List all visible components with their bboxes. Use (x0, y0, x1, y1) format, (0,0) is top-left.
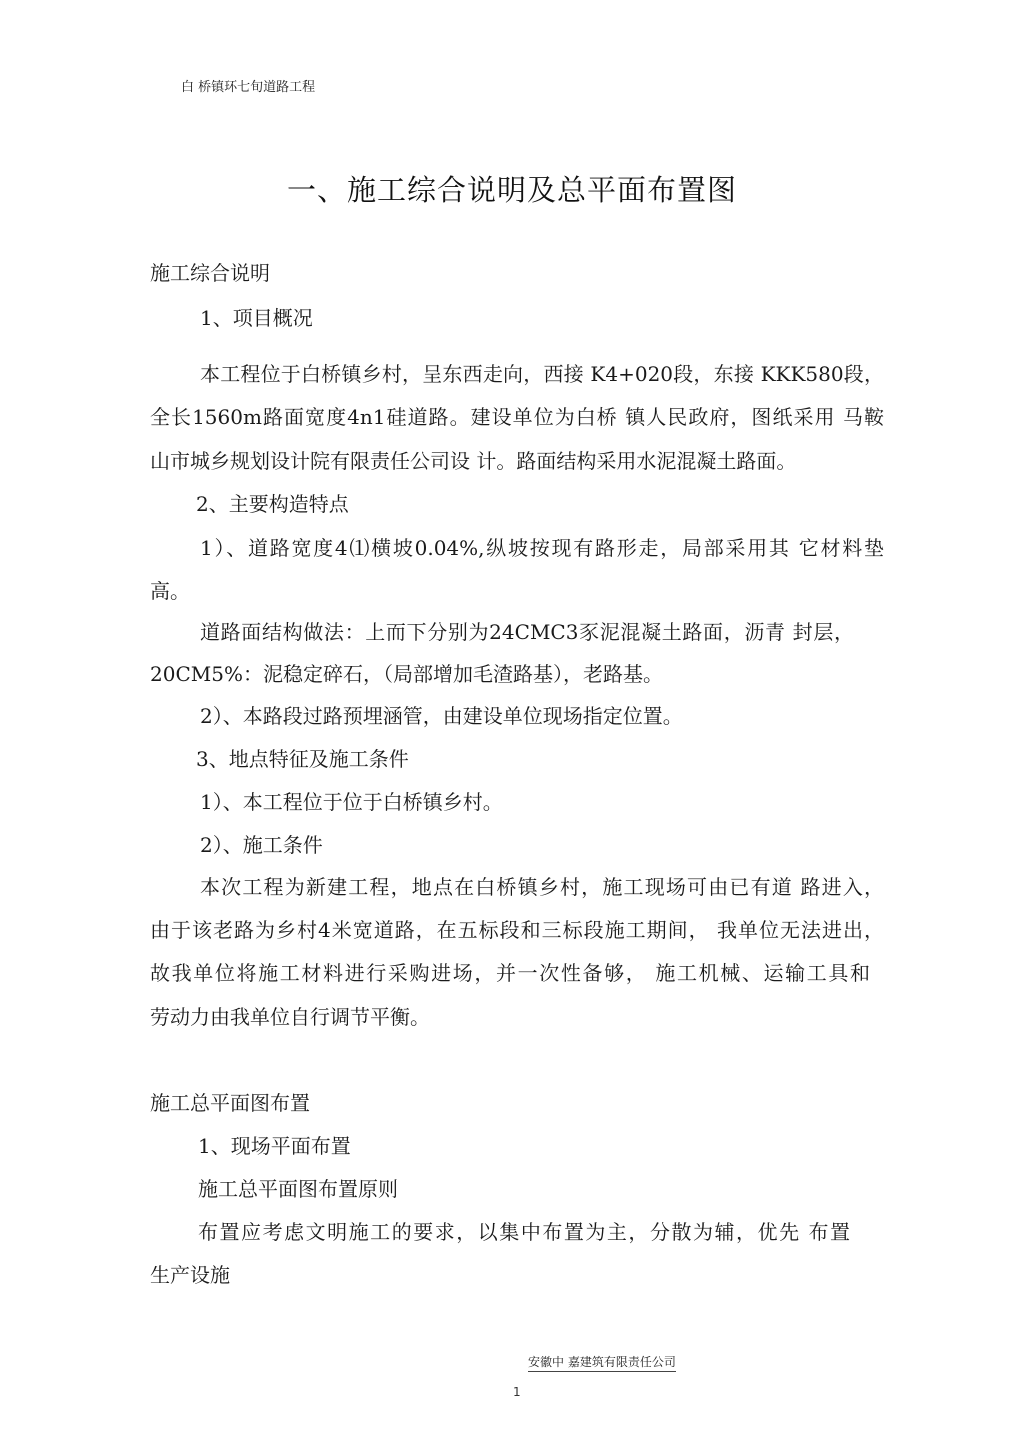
paragraph-line: 生产设施 (150, 1263, 230, 1287)
document-title: 一、施工综合说明及总平面布置图 (286, 173, 737, 207)
paragraph-line: 高。 (150, 579, 190, 603)
paragraph-line: 山市城乡规划设计院有限责任公司设 计。路面结构采用水泥混凝土路面。 (150, 449, 797, 473)
paragraph-line: 道路面结构做法：上而下分别为24CMC3豕泥混凝土路面，沥青 封层， (200, 620, 854, 644)
paragraph-line: 本工程位于白桥镇乡村，呈东西走向，西接 K4+020段，东接 KKK580段， (200, 362, 884, 386)
section-heading-site-layout: 施工总平面图布置 (150, 1091, 310, 1115)
section-heading-general-description: 施工综合说明 (150, 261, 270, 285)
paragraph-line: 全长1560m路面宽度4n1硅道路。建设单位为白桥 镇人民政府，图纸采用 马鞍 (150, 405, 884, 429)
paragraph-line: 本次工程为新建工程，地点在白桥镇乡村，施工现场可由已有道 路进入， (200, 875, 884, 899)
paragraph-line: 布置应考虑文明施工的要求，以集中布置为主，分散为辅，优先 布置 (198, 1220, 850, 1244)
item-heading-site-conditions: 3、地点特征及施工条件 (196, 747, 409, 771)
paragraph-line: 由于该老路为乡村4米宽道路，在五标段和三标段施工期间， 我单位无法进出， (150, 918, 884, 942)
page-number: 1 (513, 1385, 521, 1399)
paragraph-line: 2）、本路段过路预埋涵管，由建设单位现场指定位置。 (200, 704, 683, 728)
subheading-layout-principles: 施工总平面图布置原则 (198, 1177, 398, 1201)
item-heading-project-overview: 1、项目概况 (200, 306, 313, 330)
paragraph-line: 1）、本工程位于位于白桥镇乡村。 (200, 790, 503, 814)
item-heading-site-plan: 1、现场平面布置 (198, 1134, 351, 1158)
paragraph-line: 劳动力由我单位自行调节平衡。 (150, 1005, 430, 1029)
footer-company-name: 安徽中 嘉建筑有限责任公司 (528, 1353, 676, 1372)
paragraph-line: 2）、施工条件 (200, 833, 323, 857)
item-heading-structural-features: 2、主要构造特点 (196, 492, 349, 516)
paragraph-line: 故我单位将施工材料进行采购进场，并一次性备够， 施工机械、运输工具和 (150, 961, 870, 985)
page-header: 白 桥镇环七旬道路工程 (181, 80, 316, 95)
paragraph-line: 20CM5%：泥稳定碎石，（局部增加毛渣路基），老路基。 (150, 662, 663, 686)
paragraph-line: 1）、道路宽度4⑴横坡0.04%,纵坡按现有路形走，局部采用其 它材料垫 (200, 536, 884, 560)
